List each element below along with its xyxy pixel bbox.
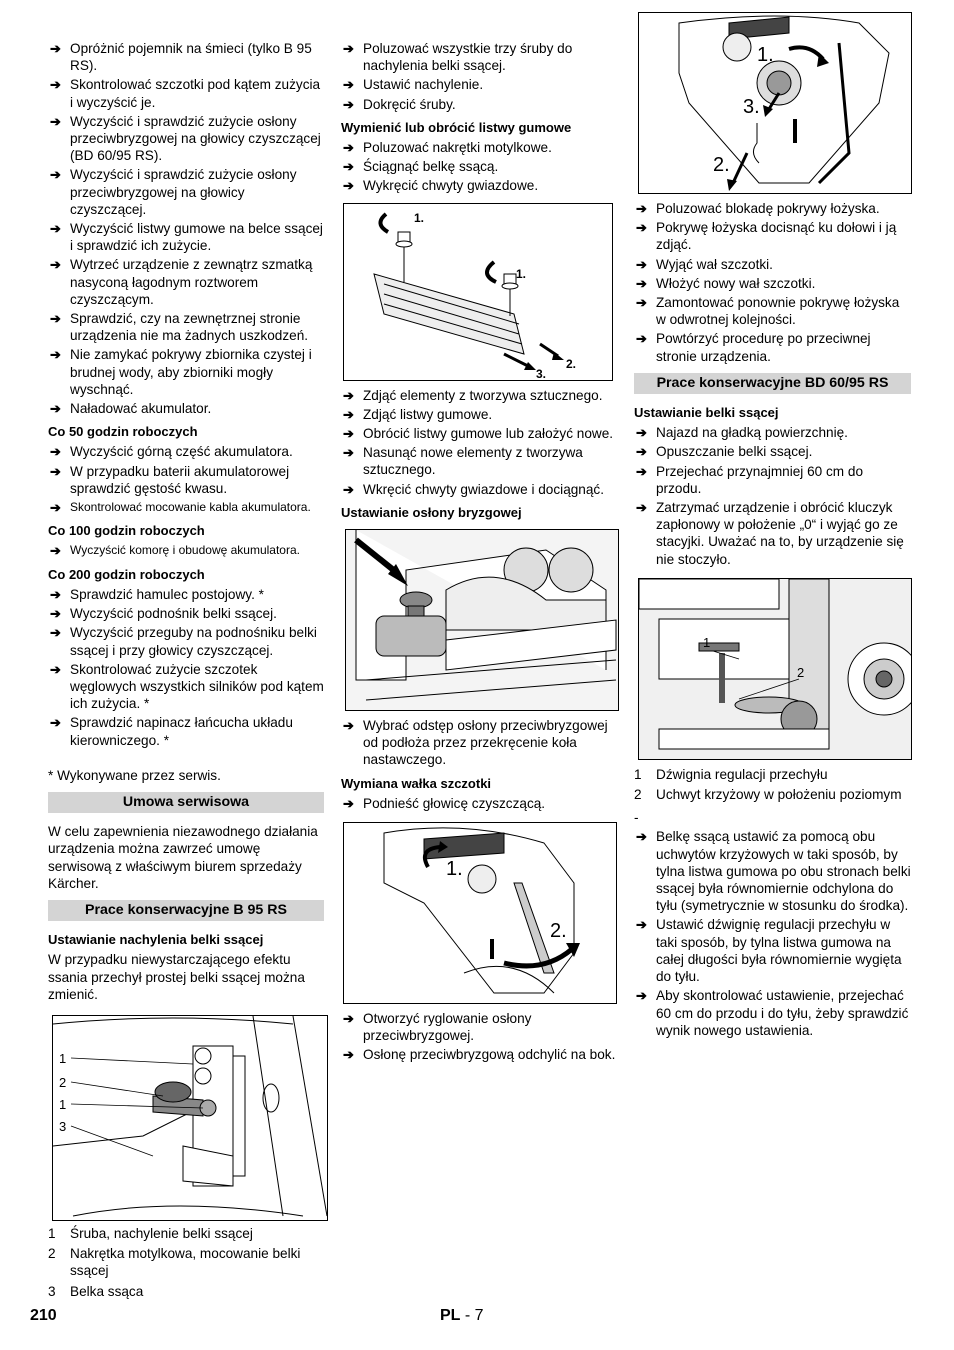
list-item: ➔ Aby skontrolować ustawienie, przejechać 60 cm do przodu i do tyłu, żeby sprawdzić wynik nowego ustawienia. (634, 987, 911, 1039)
list-100-hours (48, 542, 324, 559)
caption-3: 3 Belka ssąca (48, 1283, 144, 1299)
caption-2: 2 Uchwyt krzyżowy w położeniu poziomym (634, 787, 902, 803)
list-item: ➔ Opróżnić pojemnik na śmieci (tylko B 95 RS). (48, 40, 324, 74)
list-item: ➔ Zamontować ponownie pokrywę łożyska w odwrotnej kolejności. (634, 294, 911, 328)
list-50-hours (48, 443, 324, 516)
step-label-1: 1. (757, 44, 774, 66)
list-item: ➔ W przypadku baterii akumulatorowej sprawdzić gęstość kwasu. (48, 463, 324, 497)
bearing-cover-illustration (639, 13, 911, 193)
column-left (48, 40, 324, 1303)
list-item: ➔ Belkę ssącą ustawić za pomocą obu uchwytów krzyżowych w taki sposób, by tylna listwa gumowa po obu stronach belki ssącej była równomiernie odchylona do tyłu (symetrycznie w stosunku do środka). (634, 828, 911, 914)
section-bar-b95: Prace konserwacyjne B 95 RS (48, 900, 324, 921)
list-item: ➔ Wkręcić chwyty gwiazdowe i dociągnąć. (341, 481, 618, 498)
list-item: ➔ Naładować akumulator. (48, 400, 324, 417)
roller-steps-list (341, 795, 618, 812)
bearing-steps-list (634, 200, 911, 365)
list-item: ➔ Wyczyścić komorę i obudowę akumulatora. (48, 542, 324, 559)
list-item: ➔ Poluzować nakrętki motylkowe. (341, 139, 618, 156)
callout-1: 1 (703, 634, 711, 650)
list-item: ➔ Wyczyścić i sprawdzić zużycie osłony przeciwbryzgowej na głowicy czyszczącej (BD 60/95 RS). (48, 113, 324, 165)
section-bar-service: Umowa serwisowa (48, 792, 324, 813)
caption-2: 2 Nakrętka motylkowa, mocowanie belki ssącej (48, 1246, 301, 1279)
list-item: ➔ Ściągnąć belkę ssącą. (341, 158, 618, 175)
step-label-3: 3. (536, 366, 547, 380)
caption-1: 1 Śruba, nachylenie belki ssącej (48, 1225, 253, 1241)
callout-2: 2 (797, 664, 805, 680)
list-item: ➔ Zdjąć listwy gumowe. (341, 406, 618, 423)
list-item: ➔ Ustawić dźwignię regulacji przechyłu w taki sposób, by tylna listwa gumowa na całej długości była równomiernie wygięta do tyłu. (634, 916, 911, 985)
list-item: ➔ Ustawić nachylenie. (341, 76, 618, 93)
list-item: ➔ Powtórzyć procedurę po przeciwnej stronie urządzenia. (634, 330, 911, 364)
list-item: ➔ Wyczyścić górną część akumulatora. (48, 443, 324, 460)
heading-50-hours: Co 50 godzin roboczych (48, 424, 198, 440)
list-200-hours (48, 586, 324, 749)
splash-guard-illustration (346, 530, 618, 710)
tilt-lever-illustration (639, 579, 911, 759)
footnote: * Wykonywane przez serwis. (48, 767, 221, 783)
column-middle (341, 40, 618, 1066)
list-item: ➔ Wyjąć wał szczotki. (634, 256, 911, 273)
sub-page-number: - 7 (464, 1307, 484, 1324)
list-item: ➔ Wyczyścić podnośnik belki ssącej. (48, 605, 324, 622)
list-item: ➔ Wytrzeć urządzenie z zewnątrz szmatką nasyconą łagodnym roztworem czyszczącym. (48, 256, 324, 308)
figure-splash-guard (345, 529, 619, 711)
list-item: ➔ Włożyć nowy wał szczotki. (634, 275, 911, 292)
beam-steps-list (634, 424, 911, 568)
figure-suction-beam-tilt (52, 1015, 328, 1221)
list-item: ➔ Sprawdzić hamulec postojowy. * (48, 586, 324, 603)
figure-tilt-lever (638, 578, 912, 760)
list-item: ➔ Wyczyścić listwy gumowe na belce ssącej i sprawdzić ich zużycie. (48, 220, 324, 254)
daily-maintenance-list (48, 40, 324, 417)
list-item: ➔ Obrócić listwy gumowe lub założyć nowe. (341, 425, 618, 442)
list-item: ➔ Nasunąć nowe elementy z tworzywa sztucznego. (341, 444, 618, 478)
suction-beam-illustration (53, 1016, 327, 1220)
step-label-1: 1. (414, 210, 425, 225)
step-label-2: 2. (550, 920, 567, 943)
step-label-1: 1. (446, 858, 463, 881)
list-item: ➔ Przejechać przynajmniej 60 cm do przodu. (634, 463, 911, 497)
list-item: ➔ Dokręcić śruby. (341, 96, 618, 113)
roller-steps-list-2 (341, 1010, 618, 1064)
heading-100-hours: Co 100 godzin roboczych (48, 523, 205, 539)
language-code: PL (440, 1307, 461, 1324)
callout-1b: 1 (59, 1096, 67, 1112)
heading-rubber-strips: Wymienić lub obrócić listwy gumowe (341, 119, 572, 135)
step-label-3: 3. (743, 96, 760, 118)
language-page-marker (440, 1307, 484, 1324)
page-number: 210 (30, 1307, 57, 1324)
list-item: ➔ Wykręcić chwyty gwiazdowe. (341, 177, 618, 194)
list-item: ➔ Skontrolować szczotki pod kątem zużycia i wyczyścić je. (48, 76, 324, 110)
list-item: ➔ Najazd na gładką powierzchnię. (634, 424, 911, 441)
list-item: ➔ Poluzować blokadę pokrywy łożyska. (634, 200, 911, 217)
rubber-strip-illustration (344, 204, 612, 380)
service-paragraph: W celu zapewnienia niezawodnego działania urządzenia można zawrzeć umowę serwisową z właściwym biurem sprzedaży Kärcher. (48, 824, 318, 891)
list-item: ➔ Poluzować wszystkie trzy śruby do nachylenia belki ssącej. (341, 40, 618, 74)
list-item: ➔ Nie zamykać pokrywy zbiornika czystej i brudnej wody, aby zbiorniki mogły wyschnąć. (48, 346, 324, 398)
step-label-2: 2. (713, 154, 730, 176)
list-item: ➔ Zatrzymać urządzenie i obrócić kluczyk zapłonowy w położenie „0“ i wyjąć go ze stacyjki. Uważać na to, by urządzenie się nie stoczyło. (634, 499, 911, 568)
caption-1: 1 Dźwignia regulacji przechyłu (634, 766, 828, 782)
figure-roller-cover (343, 822, 617, 1004)
list-item: ➔ Skontrolować zużycie szczotek węglowych wszystkich silników pod kątem ich zużycia. * (48, 661, 324, 713)
callout-2: 2 (59, 1074, 67, 1090)
list-item: ➔ Podnieść głowicę czyszczącą. (341, 795, 618, 812)
column-right (634, 12, 911, 1041)
list-item: ➔ Wyczyścić i sprawdzić zużycie osłony przeciwbryzgowej na głowicy czyszczącej. (48, 166, 324, 218)
list-item: ➔ Sprawdzić, czy na zewnętrznej stronie urządzenia nie ma żadnych uszkodzeń. (48, 310, 324, 344)
figure-rubber-strips (343, 203, 613, 381)
heading-200-hours: Co 200 godzin roboczych (48, 566, 205, 582)
step-label-1b: 1. (516, 266, 527, 281)
splash-steps-list (341, 717, 618, 769)
rubber-steps-list (341, 139, 618, 195)
tilt-paragraph: W przypadku niewystarczającego efektu ssania przechył prostej belki ssącej można zmienić. (48, 952, 305, 1002)
tilt-steps-list (341, 40, 618, 113)
list-item: ➔ Osłonę przeciwbryzgową odchylić na bok. (341, 1046, 618, 1063)
heading-splash-guard: Ustawianie osłony bryzgowej (341, 504, 522, 520)
heading-brush-roller: Wymiana wałka szczotki (341, 775, 492, 791)
roller-cover-illustration (344, 823, 616, 1003)
heading-set-beam: Ustawianie belki ssącej (634, 405, 779, 421)
list-item: ➔ Opuszczanie belki ssącej. (634, 443, 911, 460)
list-item: ➔ Sprawdzić napinacz łańcucha układu kierowniczego. * (48, 714, 324, 748)
list-item: ➔ Skontrolować mocowanie kabla akumulatora. (48, 499, 324, 516)
callout-1: 1 (59, 1050, 67, 1066)
rubber-steps-list-2 (341, 387, 618, 498)
list-item: ➔ Pokrywę łożyska docisnąć ku dołowi i ją zdjąć. (634, 219, 911, 253)
figure-bearing-cover (638, 12, 912, 194)
section-bar-bd60: Prace konserwacyjne BD 60/95 RS (634, 373, 911, 394)
dash: - (634, 810, 639, 826)
list-item: ➔ Wyczyścić przeguby na podnośniku belki ssącej i przy głowicy czyszczącej. (48, 624, 324, 658)
beam-steps-list-2 (634, 828, 911, 1038)
heading-tilt: Ustawianie nachylenia belki ssącej (48, 932, 264, 948)
step-label-2: 2. (566, 356, 577, 371)
list-item: ➔ Zdjąć elementy z tworzywa sztucznego. (341, 387, 618, 404)
callout-3: 3 (59, 1118, 67, 1134)
list-item: ➔ Otworzyć ryglowanie osłony przeciwbryzgowej. (341, 1010, 618, 1044)
list-item: ➔ Wybrać odstęp osłony przeciwbryzgowej od podłoża przez przekręcenie koła nastawczego. (341, 717, 618, 769)
